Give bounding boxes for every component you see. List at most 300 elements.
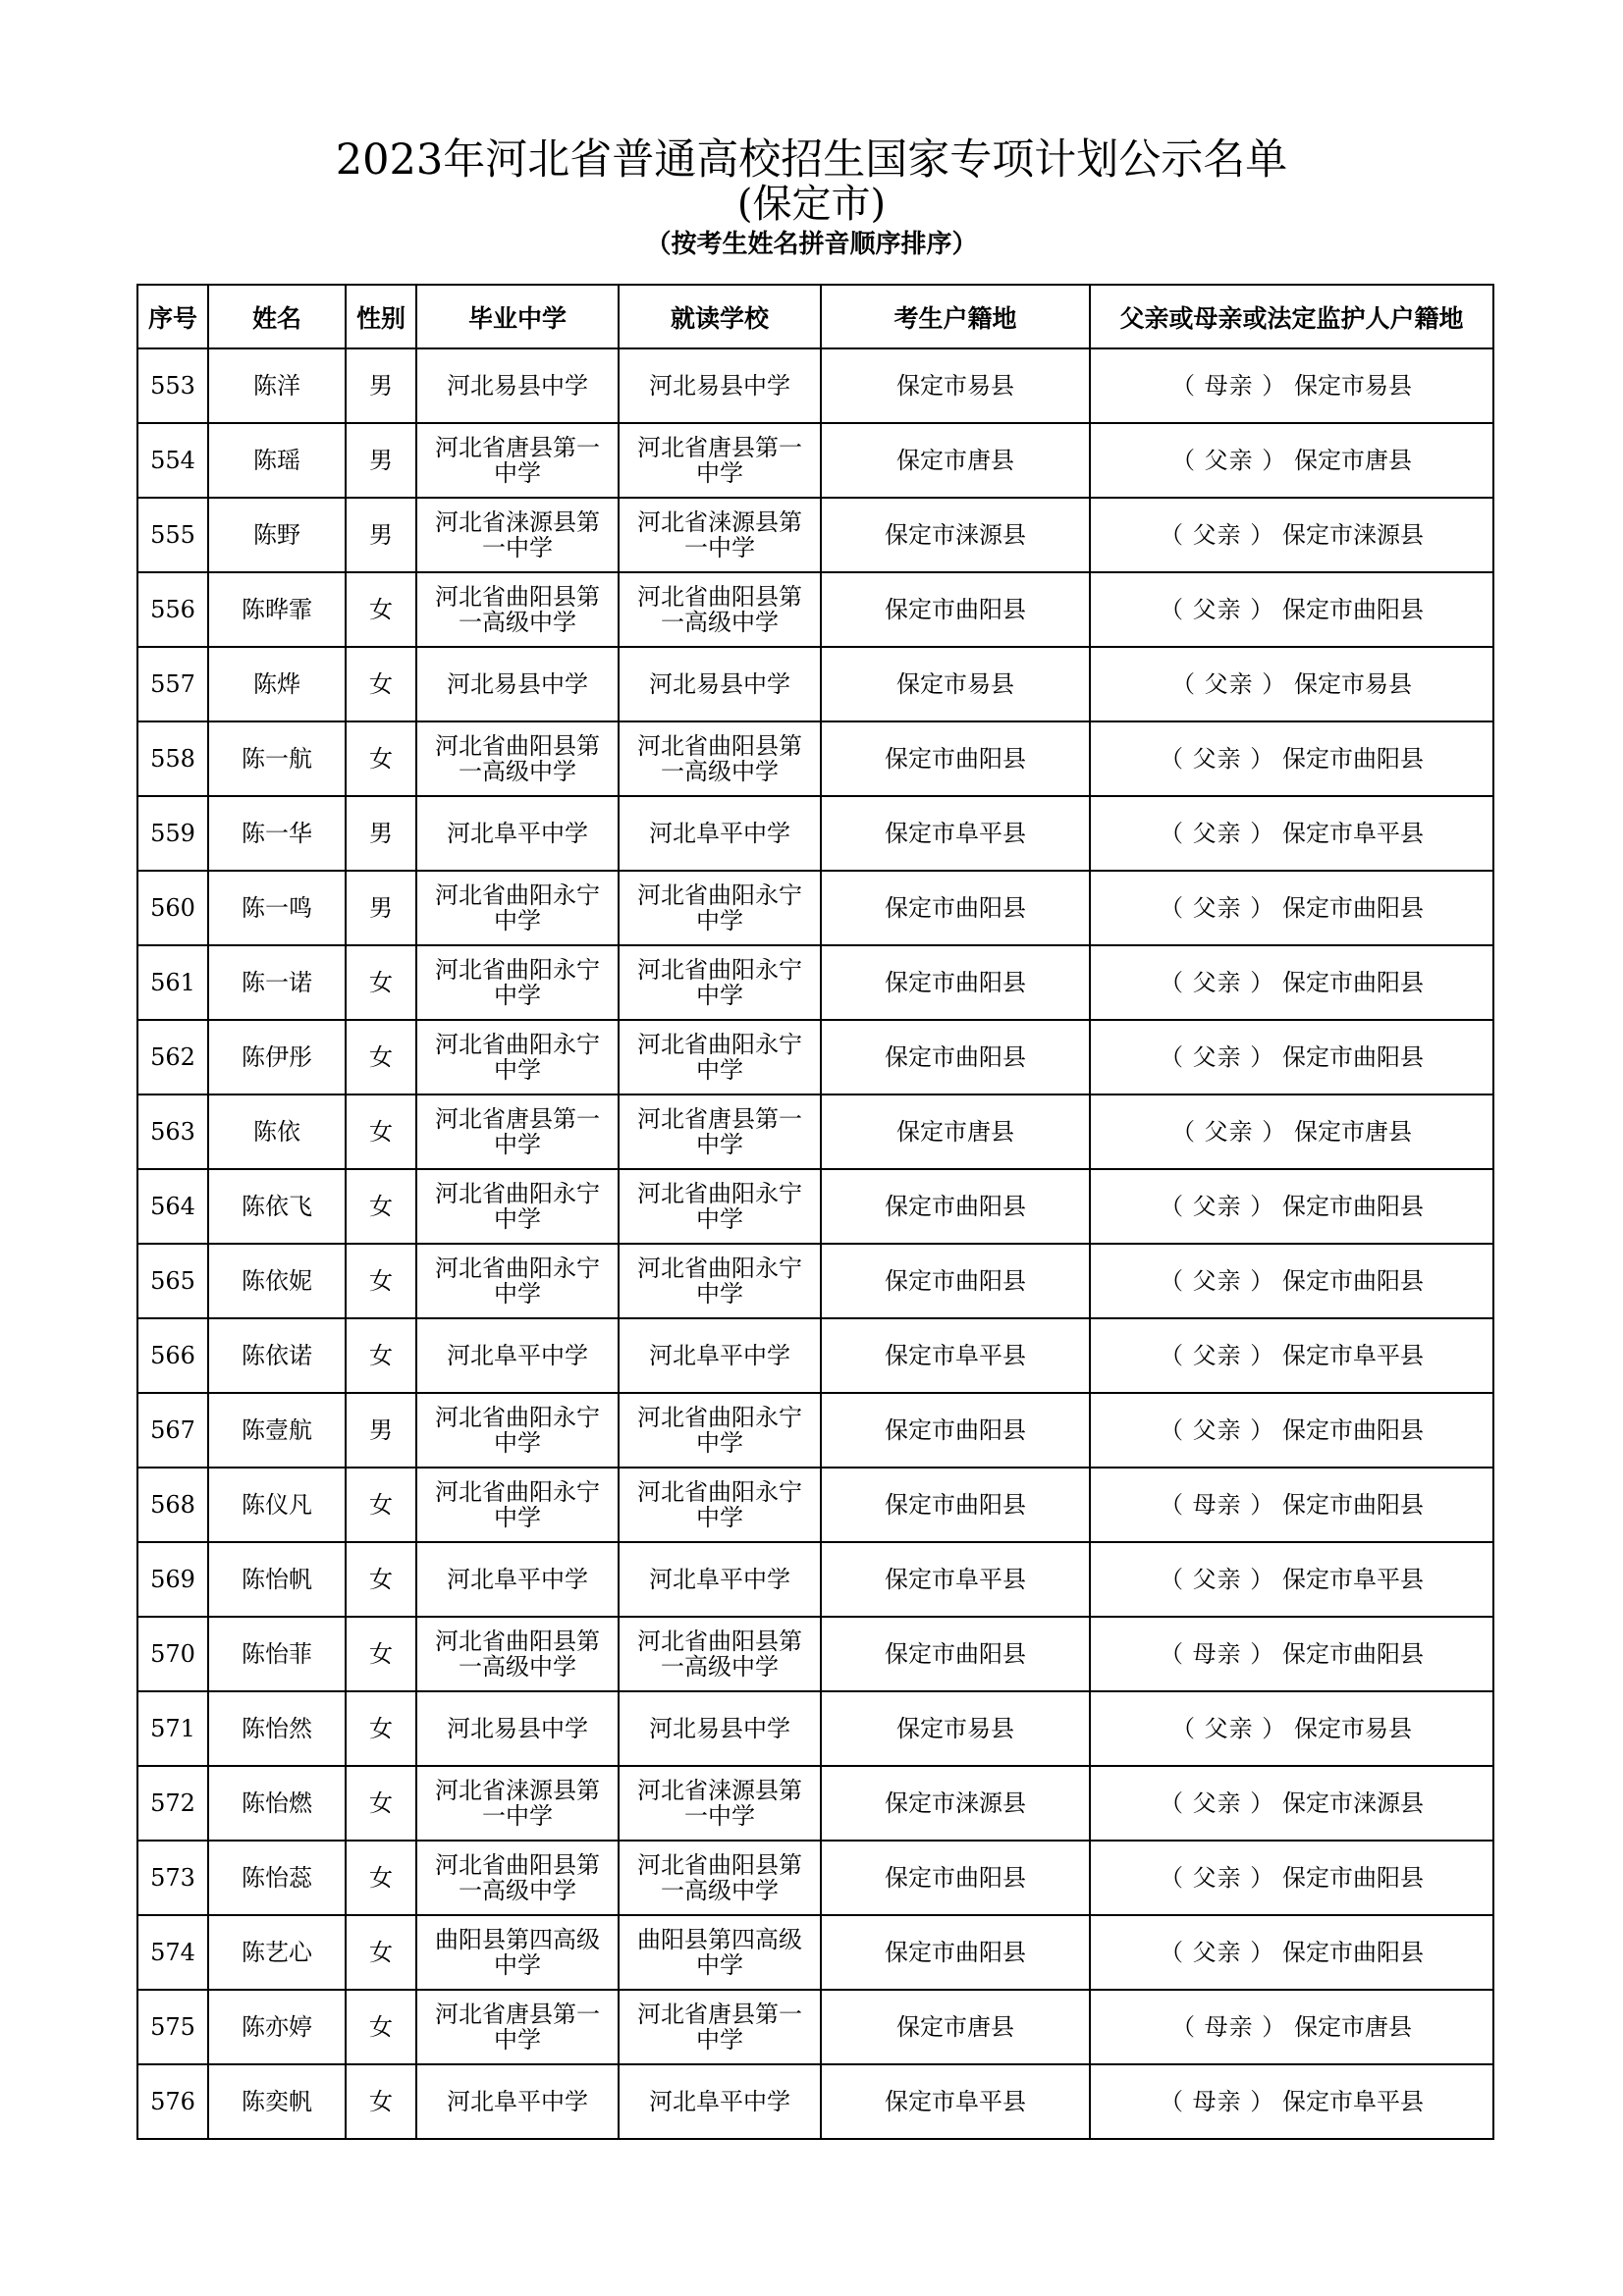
cell-gender: 女 — [346, 1169, 416, 1244]
cell-grad-school — [416, 423, 619, 498]
cell-name: 陈伊彤 — [208, 1020, 346, 1095]
cell-attend-school-line: 中学 — [696, 982, 743, 1009]
cell-grad-school — [416, 2064, 619, 2139]
table-row — [137, 1691, 1493, 1766]
guardian-place: 保定市曲阳县 — [1281, 1267, 1424, 1295]
cell-gender: 女 — [346, 1766, 416, 1841]
guardian-place: 保定市阜平县 — [1281, 1342, 1424, 1369]
cell-grad-school-line: 一高级中学 — [459, 1877, 576, 1904]
table-row — [137, 1393, 1493, 1468]
guardian-relation: （ 父亲 ） — [1160, 1043, 1275, 1071]
cell-attend-school-line: 河北阜平中学 — [649, 1566, 790, 1593]
cell-grad-school — [416, 1244, 619, 1318]
cell-grad-school-line: 一中学 — [482, 1802, 553, 1830]
header-row — [137, 285, 1493, 348]
cell-grad-school-line: 河北阜平中学 — [447, 820, 588, 847]
guardian-relation: （ 父亲 ） — [1160, 1939, 1275, 1966]
table-body — [137, 348, 1493, 2139]
cell-grad-school-line: 中学 — [494, 1429, 541, 1457]
cell-no: 554 — [137, 423, 208, 498]
guardian-relation: （ 父亲 ） — [1160, 745, 1275, 773]
cell-attend-school-line: 中学 — [696, 1429, 743, 1457]
cell-attend-school — [619, 721, 821, 796]
guardian-place: 保定市涞源县 — [1281, 1789, 1424, 1817]
cell-attend-school-line: 河北省曲阳永宁 — [637, 1404, 802, 1431]
cell-name: 陈依妮 — [208, 1244, 346, 1318]
cell-hukou: 保定市易县 — [821, 1691, 1090, 1766]
cell-attend-school-line: 河北省曲阳县第 — [637, 583, 802, 611]
guardian-relation: （ 父亲 ） — [1160, 1193, 1275, 1220]
cell-grad-school-line: 一高级中学 — [459, 609, 576, 636]
cell-attend-school — [619, 1990, 821, 2064]
guardian-relation: （ 父亲 ） — [1160, 1864, 1275, 1892]
cell-grad-school — [416, 1542, 619, 1617]
cell-name: 陈一航 — [208, 721, 346, 796]
cell-grad-school — [416, 572, 619, 647]
cell-attend-school — [619, 1393, 821, 1468]
cell-no: 558 — [137, 721, 208, 796]
cell-gender: 女 — [346, 1691, 416, 1766]
guardian-relation: （ 父亲 ） — [1160, 969, 1275, 996]
guardian-relation: （ 母亲 ） — [1160, 2088, 1275, 2115]
cell-gender: 女 — [346, 721, 416, 796]
cell-guardian-hukou — [1090, 1617, 1493, 1691]
cell-grad-school — [416, 1095, 619, 1169]
col-header-grad-school: 毕业中学 — [416, 285, 619, 348]
table-row — [137, 1244, 1493, 1318]
cell-no: 569 — [137, 1542, 208, 1617]
cell-name: 陈野 — [208, 498, 346, 572]
cell-no: 568 — [137, 1468, 208, 1542]
cell-attend-school — [619, 945, 821, 1020]
cell-hukou: 保定市唐县 — [821, 423, 1090, 498]
cell-no: 559 — [137, 796, 208, 871]
cell-name: 陈依飞 — [208, 1169, 346, 1244]
cell-grad-school — [416, 1691, 619, 1766]
cell-hukou: 保定市唐县 — [821, 1990, 1090, 2064]
cell-name: 陈仪凡 — [208, 1468, 346, 1542]
cell-name: 陈瑶 — [208, 423, 346, 498]
cell-hukou: 保定市阜平县 — [821, 2064, 1090, 2139]
guardian-place: 保定市阜平县 — [1281, 820, 1424, 847]
guardian-relation: （ 母亲 ） — [1171, 372, 1287, 400]
guardian-place: 保定市易县 — [1293, 1715, 1412, 1742]
cell-guardian-hukou — [1090, 348, 1493, 423]
cell-grad-school — [416, 1393, 619, 1468]
cell-hukou: 保定市阜平县 — [821, 1318, 1090, 1393]
table-row — [137, 796, 1493, 871]
cell-name: 陈晔霏 — [208, 572, 346, 647]
cell-gender: 女 — [346, 572, 416, 647]
cell-attend-school — [619, 871, 821, 945]
cell-grad-school-line: 河北省涞源县第 — [435, 508, 600, 536]
table-row — [137, 1318, 1493, 1393]
table-row — [137, 498, 1493, 572]
guardian-relation: （ 父亲 ） — [1171, 670, 1287, 698]
cell-hukou: 保定市曲阳县 — [821, 1020, 1090, 1095]
cell-grad-school-line: 中学 — [494, 1504, 541, 1531]
cell-attend-school — [619, 1468, 821, 1542]
cell-no: 573 — [137, 1841, 208, 1915]
guardian-place: 保定市唐县 — [1293, 2013, 1412, 2041]
cell-grad-school-line: 中学 — [494, 1131, 541, 1158]
cell-gender: 男 — [346, 423, 416, 498]
cell-hukou: 保定市曲阳县 — [821, 1468, 1090, 1542]
cell-no: 576 — [137, 2064, 208, 2139]
table-row — [137, 1468, 1493, 1542]
cell-no: 557 — [137, 647, 208, 721]
cell-attend-school — [619, 423, 821, 498]
cell-grad-school — [416, 1915, 619, 1990]
cell-attend-school-line: 中学 — [696, 1131, 743, 1158]
cell-grad-school — [416, 348, 619, 423]
cell-name: 陈怡菲 — [208, 1617, 346, 1691]
guardian-relation: （ 父亲 ） — [1160, 1342, 1275, 1369]
guardian-relation: （ 父亲 ） — [1160, 820, 1275, 847]
cell-grad-school-line: 中学 — [494, 1205, 541, 1233]
cell-attend-school-line: 中学 — [696, 1504, 743, 1531]
cell-attend-school — [619, 1244, 821, 1318]
guardian-place: 保定市曲阳县 — [1281, 1491, 1424, 1519]
guardian-relation: （ 母亲 ） — [1160, 1491, 1275, 1519]
cell-attend-school — [619, 1617, 821, 1691]
cell-grad-school — [416, 1318, 619, 1393]
cell-gender: 女 — [346, 1244, 416, 1318]
cell-guardian-hukou — [1090, 1244, 1493, 1318]
cell-attend-school-line: 中学 — [696, 459, 743, 487]
cell-grad-school-line: 河北省曲阳永宁 — [435, 1255, 600, 1282]
cell-no: 567 — [137, 1393, 208, 1468]
cell-guardian-hukou — [1090, 423, 1493, 498]
cell-gender: 女 — [346, 1841, 416, 1915]
cell-attend-school-line: 曲阳县第四高级 — [637, 1926, 802, 1953]
guardian-place: 保定市唐县 — [1293, 1118, 1412, 1146]
cell-grad-school-line: 河北易县中学 — [447, 372, 588, 400]
cell-grad-school-line: 河北省曲阳县第 — [435, 1628, 600, 1655]
cell-grad-school-line: 河北省曲阳县第 — [435, 583, 600, 611]
guardian-relation: （ 父亲 ） — [1160, 1789, 1275, 1817]
cell-gender: 女 — [346, 1990, 416, 2064]
guardian-place: 保定市唐县 — [1293, 447, 1412, 474]
cell-grad-school-line: 一高级中学 — [459, 758, 576, 785]
cell-grad-school-line: 河北易县中学 — [447, 1715, 588, 1742]
cell-grad-school — [416, 1617, 619, 1691]
cell-grad-school-line: 河北易县中学 — [447, 670, 588, 698]
cell-attend-school-line: 河北省曲阳县第 — [637, 1628, 802, 1655]
cell-guardian-hukou — [1090, 1766, 1493, 1841]
cell-name: 陈怡然 — [208, 1691, 346, 1766]
guardian-place: 保定市阜平县 — [1281, 1566, 1424, 1593]
table-row — [137, 1617, 1493, 1691]
guardian-place: 保定市阜平县 — [1281, 2088, 1424, 2115]
cell-attend-school-line: 河北省曲阳县第 — [637, 732, 802, 760]
cell-no: 570 — [137, 1617, 208, 1691]
cell-gender: 女 — [346, 1542, 416, 1617]
cell-gender: 女 — [346, 2064, 416, 2139]
cell-grad-school — [416, 945, 619, 1020]
table-row — [137, 1095, 1493, 1169]
cell-guardian-hukou — [1090, 1542, 1493, 1617]
cell-hukou: 保定市曲阳县 — [821, 1617, 1090, 1691]
cell-attend-school — [619, 1318, 821, 1393]
cell-grad-school — [416, 871, 619, 945]
cell-gender: 男 — [346, 796, 416, 871]
cell-grad-school-line: 河北省曲阳永宁 — [435, 1031, 600, 1058]
cell-no: 560 — [137, 871, 208, 945]
cell-grad-school-line: 河北阜平中学 — [447, 1342, 588, 1369]
cell-guardian-hukou — [1090, 1691, 1493, 1766]
cell-grad-school-line: 中学 — [494, 982, 541, 1009]
cell-grad-school — [416, 1020, 619, 1095]
cell-name: 陈亦婷 — [208, 1990, 346, 2064]
cell-grad-school — [416, 1841, 619, 1915]
cell-grad-school — [416, 1766, 619, 1841]
cell-grad-school-line: 河北阜平中学 — [447, 2088, 588, 2115]
cell-name: 陈怡燃 — [208, 1766, 346, 1841]
cell-grad-school-line: 中学 — [494, 907, 541, 934]
cell-name: 陈一华 — [208, 796, 346, 871]
cell-attend-school — [619, 572, 821, 647]
cell-attend-school — [619, 348, 821, 423]
cell-grad-school-line: 河北省曲阳永宁 — [435, 956, 600, 984]
guardian-relation: （ 父亲 ） — [1160, 1566, 1275, 1593]
guardian-place: 保定市曲阳县 — [1281, 1416, 1424, 1444]
cell-no: 572 — [137, 1766, 208, 1841]
cell-no: 574 — [137, 1915, 208, 1990]
cell-grad-school-line: 曲阳县第四高级 — [435, 1926, 600, 1953]
cell-guardian-hukou — [1090, 796, 1493, 871]
table-row — [137, 721, 1493, 796]
cell-gender: 女 — [346, 1915, 416, 1990]
cell-gender: 男 — [346, 348, 416, 423]
roster-table — [136, 284, 1494, 2140]
cell-grad-school-line: 中学 — [494, 1280, 541, 1308]
cell-attend-school-line: 河北省曲阳永宁 — [637, 1180, 802, 1207]
cell-gender: 女 — [346, 1617, 416, 1691]
table-row — [137, 1169, 1493, 1244]
cell-hukou: 保定市阜平县 — [821, 1542, 1090, 1617]
cell-attend-school-line: 河北省唐县第一 — [637, 434, 802, 461]
cell-grad-school-line: 河北省曲阳永宁 — [435, 1404, 600, 1431]
cell-hukou: 保定市曲阳县 — [821, 1169, 1090, 1244]
cell-hukou: 保定市曲阳县 — [821, 945, 1090, 1020]
cell-guardian-hukou — [1090, 1095, 1493, 1169]
cell-hukou: 保定市涞源县 — [821, 498, 1090, 572]
cell-grad-school-line: 河北省曲阳县第 — [435, 1851, 600, 1879]
cell-grad-school — [416, 721, 619, 796]
sort-note: （按考生姓名拼音顺序排序） — [645, 230, 978, 259]
guardian-relation: （ 父亲 ） — [1160, 894, 1275, 922]
guardian-relation: （ 父亲 ） — [1171, 1118, 1287, 1146]
guardian-relation: （ 父亲 ） — [1160, 1416, 1275, 1444]
cell-no: 553 — [137, 348, 208, 423]
cell-attend-school — [619, 796, 821, 871]
cell-hukou: 保定市曲阳县 — [821, 1244, 1090, 1318]
cell-gender: 女 — [346, 1318, 416, 1393]
cell-no: 555 — [137, 498, 208, 572]
cell-name: 陈一诺 — [208, 945, 346, 1020]
cell-no: 571 — [137, 1691, 208, 1766]
table-row — [137, 1841, 1493, 1915]
cell-attend-school — [619, 1542, 821, 1617]
cell-attend-school-line: 河北易县中学 — [649, 372, 790, 400]
guardian-place: 保定市曲阳县 — [1281, 1640, 1424, 1668]
cell-attend-school-line: 一高级中学 — [661, 609, 779, 636]
cell-hukou: 保定市曲阳县 — [821, 1915, 1090, 1990]
table-row — [137, 647, 1493, 721]
cell-guardian-hukou — [1090, 1318, 1493, 1393]
cell-attend-school-line: 河北省唐县第一 — [637, 1105, 802, 1133]
guardian-relation: （ 母亲 ） — [1171, 2013, 1287, 2041]
cell-attend-school-line: 河北省曲阳永宁 — [637, 1255, 802, 1282]
cell-grad-school-line: 河北省涞源县第 — [435, 1777, 600, 1804]
table-row — [137, 572, 1493, 647]
cell-gender: 男 — [346, 498, 416, 572]
cell-attend-school — [619, 1169, 821, 1244]
cell-name: 陈壹航 — [208, 1393, 346, 1468]
cell-no: 575 — [137, 1990, 208, 2064]
cell-grad-school-line: 中学 — [494, 2026, 541, 2054]
cell-gender: 女 — [346, 1020, 416, 1095]
table-row — [137, 1542, 1493, 1617]
cell-name: 陈洋 — [208, 348, 346, 423]
cell-attend-school-line: 河北省曲阳永宁 — [637, 956, 802, 984]
cell-attend-school-line: 河北省涞源县第 — [637, 508, 802, 536]
guardian-place: 保定市易县 — [1293, 372, 1412, 400]
cell-gender: 男 — [346, 1393, 416, 1468]
cell-attend-school-line: 河北阜平中学 — [649, 1342, 790, 1369]
cell-attend-school-line: 一高级中学 — [661, 758, 779, 785]
cell-guardian-hukou — [1090, 1990, 1493, 2064]
guardian-relation: （ 父亲 ） — [1160, 521, 1275, 549]
cell-attend-school — [619, 1095, 821, 1169]
cell-grad-school-line: 河北省曲阳永宁 — [435, 1478, 600, 1506]
guardian-place: 保定市曲阳县 — [1281, 596, 1424, 623]
cell-attend-school-line: 河北省曲阳永宁 — [637, 881, 802, 909]
cell-guardian-hukou — [1090, 1393, 1493, 1468]
col-header-name: 姓名 — [208, 285, 346, 348]
cell-attend-school — [619, 647, 821, 721]
cell-attend-school — [619, 1915, 821, 1990]
cell-grad-school-line: 河北阜平中学 — [447, 1566, 588, 1593]
cell-attend-school — [619, 1841, 821, 1915]
table-row — [137, 348, 1493, 423]
cell-name: 陈怡蕊 — [208, 1841, 346, 1915]
guardian-relation: （ 父亲 ） — [1160, 1267, 1275, 1295]
guardian-relation: （ 父亲 ） — [1160, 596, 1275, 623]
cell-guardian-hukou — [1090, 945, 1493, 1020]
cell-no: 563 — [137, 1095, 208, 1169]
cell-name: 陈奕帆 — [208, 2064, 346, 2139]
cell-hukou: 保定市易县 — [821, 647, 1090, 721]
table-row — [137, 1020, 1493, 1095]
guardian-relation: （ 父亲 ） — [1171, 1715, 1287, 1742]
cell-grad-school-line: 一高级中学 — [459, 1653, 576, 1681]
page-subtitle: (保定市) — [736, 182, 887, 227]
cell-hukou: 保定市曲阳县 — [821, 1393, 1090, 1468]
cell-attend-school-line: 中学 — [696, 1205, 743, 1233]
col-header-gender: 性别 — [346, 285, 416, 348]
cell-attend-school-line: 河北阜平中学 — [649, 2088, 790, 2115]
cell-guardian-hukou — [1090, 1020, 1493, 1095]
guardian-place: 保定市曲阳县 — [1281, 894, 1424, 922]
cell-grad-school — [416, 498, 619, 572]
cell-name: 陈艺心 — [208, 1915, 346, 1990]
cell-grad-school-line: 河北省曲阳永宁 — [435, 881, 600, 909]
table-row — [137, 2064, 1493, 2139]
cell-hukou: 保定市曲阳县 — [821, 1841, 1090, 1915]
table-row — [137, 945, 1493, 1020]
cell-attend-school-line: 河北省曲阳县第 — [637, 1851, 802, 1879]
cell-grad-school-line: 河北省曲阳县第 — [435, 732, 600, 760]
cell-attend-school-line: 河北易县中学 — [649, 670, 790, 698]
cell-attend-school-line: 河北省曲阳永宁 — [637, 1031, 802, 1058]
cell-gender: 女 — [346, 1468, 416, 1542]
cell-grad-school-line: 河北省唐县第一 — [435, 1105, 600, 1133]
guardian-place: 保定市曲阳县 — [1281, 745, 1424, 773]
cell-attend-school-line: 一高级中学 — [661, 1877, 779, 1904]
cell-guardian-hukou — [1090, 2064, 1493, 2139]
cell-grad-school — [416, 647, 619, 721]
cell-guardian-hukou — [1090, 1841, 1493, 1915]
cell-attend-school-line: 一中学 — [684, 1802, 755, 1830]
guardian-relation: （ 母亲 ） — [1160, 1640, 1275, 1668]
cell-grad-school-line: 河北省唐县第一 — [435, 2001, 600, 2028]
cell-grad-school — [416, 1468, 619, 1542]
cell-name: 陈一鸣 — [208, 871, 346, 945]
cell-attend-school-line: 中学 — [696, 1951, 743, 1979]
cell-attend-school-line: 中学 — [696, 1056, 743, 1084]
guardian-place: 保定市曲阳县 — [1281, 1939, 1424, 1966]
cell-attend-school-line: 一高级中学 — [661, 1653, 779, 1681]
cell-hukou: 保定市易县 — [821, 348, 1090, 423]
cell-guardian-hukou — [1090, 572, 1493, 647]
cell-gender: 女 — [346, 647, 416, 721]
cell-hukou: 保定市曲阳县 — [821, 871, 1090, 945]
cell-attend-school — [619, 1766, 821, 1841]
cell-attend-school-line: 河北省唐县第一 — [637, 2001, 802, 2028]
cell-hukou: 保定市唐县 — [821, 1095, 1090, 1169]
cell-guardian-hukou — [1090, 498, 1493, 572]
cell-attend-school — [619, 1020, 821, 1095]
table-row — [137, 1990, 1493, 2064]
cell-attend-school-line: 中学 — [696, 2026, 743, 2054]
cell-no: 565 — [137, 1244, 208, 1318]
cell-hukou: 保定市曲阳县 — [821, 572, 1090, 647]
cell-no: 556 — [137, 572, 208, 647]
col-header-guardian-hukou: 父亲或母亲或法定监护人户籍地 — [1090, 285, 1493, 348]
guardian-place: 保定市曲阳县 — [1281, 969, 1424, 996]
cell-attend-school-line: 河北易县中学 — [649, 1715, 790, 1742]
cell-attend-school — [619, 1691, 821, 1766]
cell-guardian-hukou — [1090, 1468, 1493, 1542]
cell-attend-school-line: 中学 — [696, 907, 743, 934]
cell-attend-school-line: 中学 — [696, 1280, 743, 1308]
cell-attend-school — [619, 2064, 821, 2139]
cell-name: 陈依诺 — [208, 1318, 346, 1393]
cell-guardian-hukou — [1090, 647, 1493, 721]
cell-grad-school — [416, 1990, 619, 2064]
table-row — [137, 423, 1493, 498]
table-row — [137, 871, 1493, 945]
cell-grad-school-line: 中学 — [494, 1951, 541, 1979]
table-row — [137, 1766, 1493, 1841]
cell-grad-school-line: 中学 — [494, 1056, 541, 1084]
cell-guardian-hukou — [1090, 721, 1493, 796]
cell-guardian-hukou — [1090, 1915, 1493, 1990]
cell-name: 陈依 — [208, 1095, 346, 1169]
cell-grad-school-line: 河北省曲阳永宁 — [435, 1180, 600, 1207]
